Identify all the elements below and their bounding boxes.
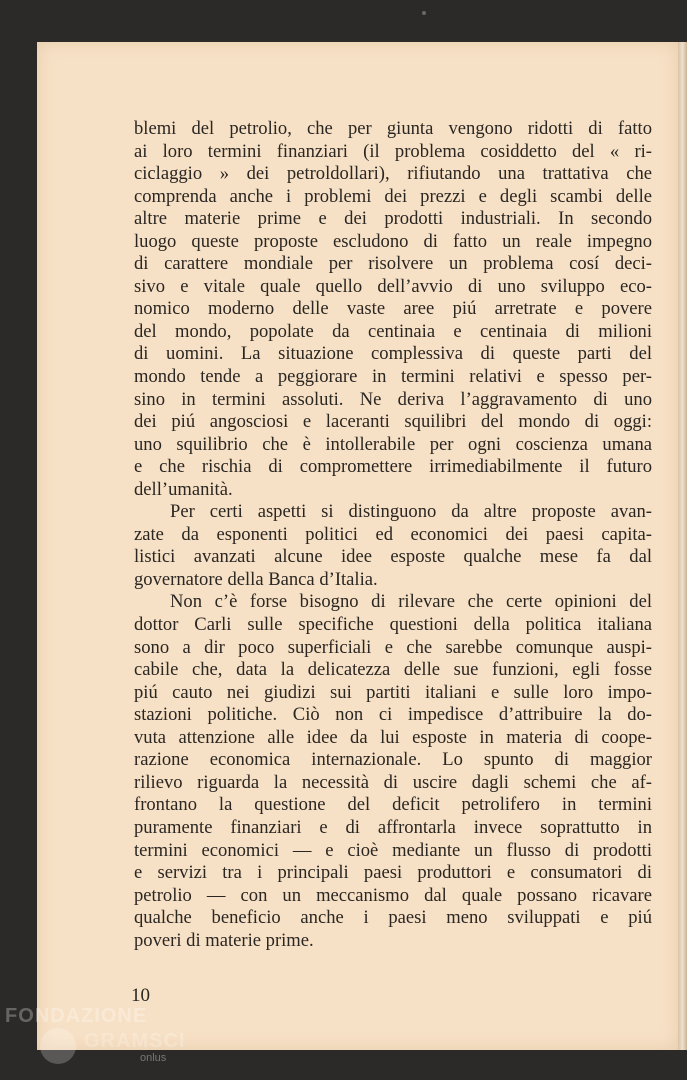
text-line: sivo e vitale quale quello dell’avvio di uno sviluppo eco-: [134, 275, 652, 297]
scan-speck: [422, 11, 426, 15]
text-line: governatore della Banca d’Italia.: [134, 568, 378, 590]
text-line: ai loro termini finanziari (il problema cosiddetto del « ri-: [134, 140, 652, 162]
text-line: listici avanzati alcune idee esposte qualche mese fa dal: [134, 546, 652, 568]
text-line: comprenda anche i problemi dei prezzi e degli scambi delle: [134, 185, 652, 207]
text-line: sino in termini assoluti. Ne deriva l’aggravamento di uno: [134, 388, 652, 410]
text-line: luogo queste proposte escludono di fatto un reale impegno: [134, 230, 652, 252]
text-line: termini economici — e cioè mediante un flusso di prodotti: [134, 839, 652, 861]
text-line: mondo tende a peggiorare in termini relativi e spesso per-: [134, 366, 652, 388]
text-line: ciclaggio » dei petroldollari), rifiutando una trattativa che: [134, 163, 652, 185]
page-edge: [678, 42, 687, 1050]
text-line: uno squilibrio che è intollerabile per ogni coscienza umana: [134, 433, 652, 455]
text-line: poveri di materie prime.: [134, 929, 314, 951]
text-line: razione economica internazionale. Lo spunto di maggior: [134, 749, 652, 771]
text-line: qualche beneficio anche i paesi meno sviluppati e piú: [134, 907, 652, 929]
text-line: stazioni politiche. Ciò non ci impedisce d’attribuire la do-: [134, 704, 652, 726]
text-line: del mondo, popolate da centinaia e centinaia di milioni: [134, 320, 652, 342]
text-line: dell’umanità.: [134, 478, 233, 500]
text-line: di carattere mondiale per risolvere un problema cosí deci-: [134, 253, 652, 275]
watermark-logo-icon: [40, 1028, 76, 1064]
text-line: sono a dir poco superficiali e che sarebbe comunque auspi-: [134, 636, 652, 658]
text-line: cabile che, data la delicatezza delle sue funzioni, egli fosse: [134, 659, 652, 681]
body-text: [134, 118, 652, 952]
text-line: blemi del petrolio, che per giunta vengono ridotti di fatto: [134, 118, 652, 139]
text-line: e che rischia di compromettere irrimediabilmente il futuro: [134, 456, 652, 478]
paragraph-start: Non c’è forse bisogno di rilevare che certe opinioni del: [170, 591, 652, 613]
page-number: 10: [131, 985, 150, 1006]
text-line: altre materie prime e dei prodotti industriali. In secondo: [134, 208, 652, 230]
watermark-line-2: GRAMSCI: [84, 1030, 186, 1052]
text-line: zate da esponenti politici ed economici dei paesi capita-: [134, 523, 652, 545]
text-line: vuta attenzione alle idee da lui esposte in materia di coope-: [134, 726, 652, 748]
text-line: e servizi tra i principali paesi produttori e consumatori di: [134, 862, 652, 884]
text-line: petrolio — con un meccanismo dal quale possano ricavare: [134, 884, 652, 906]
text-line: piú cauto nei giudizi sui partiti italiani e sulle loro impo-: [134, 681, 652, 703]
watermark-line-1: FONDAZIONE: [5, 1005, 148, 1027]
text-line: frontano la questione del deficit petrolifero in termini: [134, 794, 652, 816]
text-line: rilievo riguarda la necessità di uscire dagli schemi che af-: [134, 771, 652, 793]
foundation-watermark: [2, 1002, 202, 1080]
watermark-suffix: onlus: [140, 1052, 167, 1064]
text-line: dei piú angosciosi e laceranti squilibri del mondo di oggi:: [134, 411, 652, 433]
text-line: dottor Carli sulle specifiche questioni della politica italiana: [134, 614, 652, 636]
text-line: di uomini. La situazione complessiva di queste parti del: [134, 343, 652, 365]
text-line: puramente finanziari e di affrontarla invece soprattutto in: [134, 816, 652, 838]
paragraph-start: Per certi aspetti si distinguono da altre proposte avan-: [170, 501, 652, 523]
text-line: nomico moderno delle vaste aree piú arretrate e povere: [134, 298, 652, 320]
